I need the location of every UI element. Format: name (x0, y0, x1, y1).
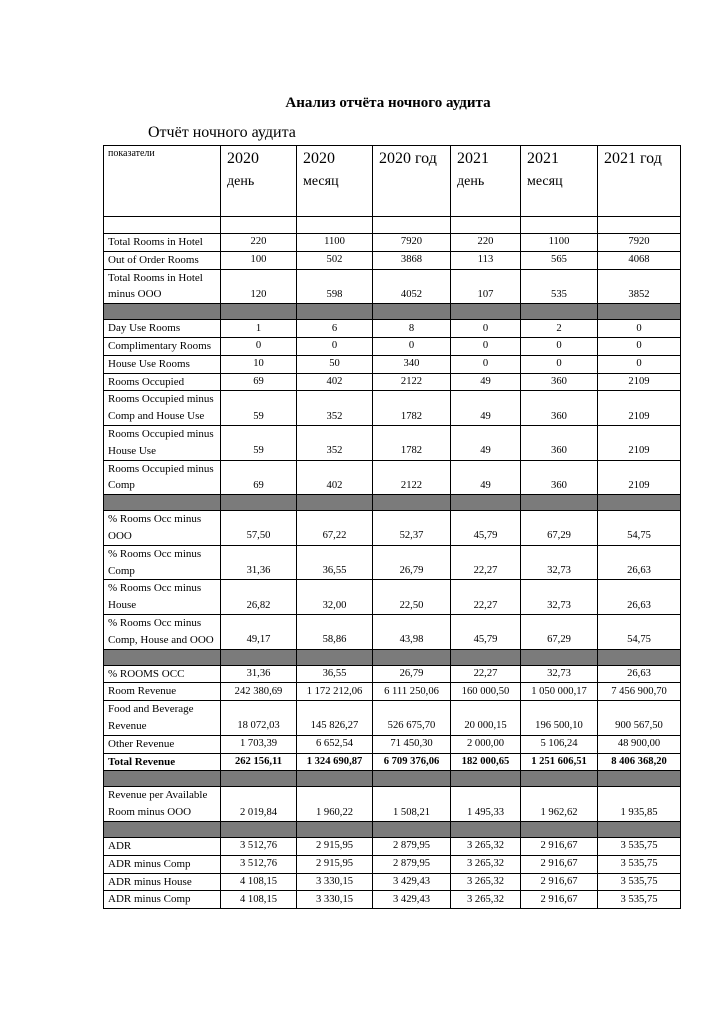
separator-row (104, 771, 681, 787)
value-cell: 0 (221, 337, 297, 355)
value-cell: 3 535,75 (598, 873, 681, 891)
table-row (104, 269, 681, 304)
row-label: Other Revenue (104, 735, 221, 753)
value-cell: 0 (451, 320, 521, 338)
value-cell: 113 (451, 251, 521, 269)
row-label: Out of Order Rooms (104, 251, 221, 269)
value-cell: 145 826,27 (297, 701, 373, 736)
table-row (104, 425, 681, 460)
value-cell: 1 962,62 (521, 787, 598, 822)
value-cell: 0 (598, 355, 681, 373)
table-row (104, 545, 681, 580)
value-cell: 69 (221, 373, 297, 391)
value-cell: 7920 (373, 234, 451, 252)
value-cell: 6 709 376,06 (373, 753, 451, 771)
value-cell: 220 (451, 234, 521, 252)
value-cell: 49,17 (221, 614, 297, 649)
value-cell: 36,55 (297, 545, 373, 580)
table-row (104, 837, 681, 855)
value-cell: 50 (297, 355, 373, 373)
table-row (104, 337, 681, 355)
value-cell: 2109 (598, 373, 681, 391)
value-cell: 3 535,75 (598, 855, 681, 873)
value-cell: 26,79 (373, 665, 451, 683)
separator-cell (521, 821, 598, 837)
table-row (104, 753, 681, 771)
value-cell: 352 (297, 391, 373, 426)
value-cell: 0 (598, 337, 681, 355)
row-label: Total Rooms in Hotel (104, 234, 221, 252)
value-cell: 69 (221, 460, 297, 495)
spacer-row (104, 217, 681, 234)
header-column (521, 146, 598, 217)
table-row (104, 234, 681, 252)
separator-cell (598, 771, 681, 787)
value-cell: 360 (521, 460, 598, 495)
table-row (104, 580, 681, 615)
header-column (221, 146, 297, 217)
value-cell: 49 (451, 373, 521, 391)
value-cell: 31,36 (221, 665, 297, 683)
value-cell: 0 (451, 337, 521, 355)
header-year: 2020 (227, 150, 259, 167)
value-cell: 36,55 (297, 665, 373, 683)
value-cell: 120 (221, 269, 297, 304)
table-row (104, 320, 681, 338)
value-cell: 67,29 (521, 614, 598, 649)
value-cell: 45,79 (451, 614, 521, 649)
table-row (104, 460, 681, 495)
spacer-cell (297, 217, 373, 234)
separator-cell (104, 304, 221, 320)
table-row (104, 665, 681, 683)
value-cell: 2 879,95 (373, 855, 451, 873)
header-period: месяц (527, 174, 563, 189)
value-cell: 6 652,54 (297, 735, 373, 753)
separator-cell (521, 495, 598, 511)
separator-cell (221, 821, 297, 837)
table-row (104, 355, 681, 373)
row-label: Complimentary Rooms (104, 337, 221, 355)
value-cell: 32,73 (521, 665, 598, 683)
value-cell: 3 429,43 (373, 891, 451, 909)
value-cell: 3 330,15 (297, 873, 373, 891)
separator-cell (373, 304, 451, 320)
value-cell: 360 (521, 425, 598, 460)
value-cell: 22,50 (373, 580, 451, 615)
header-column (598, 146, 681, 217)
value-cell: 1 960,22 (297, 787, 373, 822)
value-cell: 59 (221, 391, 297, 426)
spacer-cell (521, 217, 598, 234)
spacer-cell (104, 217, 221, 234)
value-cell: 1 050 000,17 (521, 683, 598, 701)
value-cell: 6 111 250,06 (373, 683, 451, 701)
separator-row (104, 304, 681, 320)
value-cell: 2109 (598, 425, 681, 460)
value-cell: 100 (221, 251, 297, 269)
value-cell: 4068 (598, 251, 681, 269)
value-cell: 43,98 (373, 614, 451, 649)
value-cell: 26,63 (598, 665, 681, 683)
row-label: Rooms Occupied minus Comp and House Use (104, 391, 221, 426)
table-row (104, 855, 681, 873)
value-cell: 360 (521, 391, 598, 426)
value-cell: 8 406 368,20 (598, 753, 681, 771)
value-cell: 67,29 (521, 511, 598, 546)
table-row (104, 891, 681, 909)
value-cell: 57,50 (221, 511, 297, 546)
row-label: ADR minus House (104, 873, 221, 891)
separator-cell (221, 649, 297, 665)
value-cell: 22,27 (451, 580, 521, 615)
row-label: % Rooms Occ minus OOO (104, 511, 221, 546)
value-cell: 26,79 (373, 545, 451, 580)
spacer-cell (598, 217, 681, 234)
value-cell: 1 172 212,06 (297, 683, 373, 701)
spacer-cell (451, 217, 521, 234)
value-cell: 3 265,32 (451, 891, 521, 909)
value-cell: 32,00 (297, 580, 373, 615)
value-cell: 3852 (598, 269, 681, 304)
header-year: 2020 (303, 150, 335, 167)
separator-cell (373, 495, 451, 511)
table-row (104, 735, 681, 753)
header-year: 2020 год (379, 150, 437, 167)
separator-cell (221, 495, 297, 511)
value-cell: 52,37 (373, 511, 451, 546)
separator-cell (521, 771, 598, 787)
value-cell: 49 (451, 425, 521, 460)
row-label: ADR minus Comp (104, 855, 221, 873)
row-label: ADR (104, 837, 221, 855)
value-cell: 402 (297, 373, 373, 391)
value-cell: 352 (297, 425, 373, 460)
header-indicators: показатели (104, 146, 221, 217)
table-row (104, 251, 681, 269)
value-cell: 2122 (373, 460, 451, 495)
value-cell: 49 (451, 391, 521, 426)
row-label: Total Rooms in Hotel minus OOO (104, 269, 221, 304)
row-label: Total Revenue (104, 753, 221, 771)
separator-cell (297, 495, 373, 511)
value-cell: 2 916,67 (521, 873, 598, 891)
row-label: ADR minus Comp (104, 891, 221, 909)
separator-cell (521, 649, 598, 665)
table-row (104, 683, 681, 701)
value-cell: 49 (451, 460, 521, 495)
table-row (104, 787, 681, 822)
separator-cell (373, 821, 451, 837)
value-cell: 3 265,32 (451, 855, 521, 873)
value-cell: 1 (221, 320, 297, 338)
value-cell: 3 535,75 (598, 891, 681, 909)
row-label: Food and Beverage Revenue (104, 701, 221, 736)
value-cell: 54,75 (598, 511, 681, 546)
spacer-cell (373, 217, 451, 234)
separator-cell (598, 304, 681, 320)
value-cell: 2 915,95 (297, 837, 373, 855)
row-label: Rooms Occupied minus House Use (104, 425, 221, 460)
separator-row (104, 821, 681, 837)
value-cell: 54,75 (598, 614, 681, 649)
value-cell: 526 675,70 (373, 701, 451, 736)
header-period: день (457, 174, 485, 189)
value-cell: 59 (221, 425, 297, 460)
value-cell: 2 (521, 320, 598, 338)
header-year: 2021 (527, 150, 559, 167)
value-cell: 242 380,69 (221, 683, 297, 701)
separator-cell (451, 304, 521, 320)
value-cell: 1 935,85 (598, 787, 681, 822)
value-cell: 2 879,95 (373, 837, 451, 855)
document-title: Анализ отчёта ночного аудита (285, 95, 491, 111)
header-year: 2021 год (604, 150, 662, 167)
value-cell: 402 (297, 460, 373, 495)
separator-cell (451, 821, 521, 837)
value-cell: 2 915,95 (297, 855, 373, 873)
value-cell: 58,86 (297, 614, 373, 649)
value-cell: 360 (521, 373, 598, 391)
separator-cell (373, 649, 451, 665)
value-cell: 0 (598, 320, 681, 338)
value-cell: 22,27 (451, 545, 521, 580)
value-cell: 2 916,67 (521, 891, 598, 909)
value-cell: 220 (221, 234, 297, 252)
header-column (373, 146, 451, 217)
separator-cell (598, 821, 681, 837)
separator-cell (297, 304, 373, 320)
value-cell: 4052 (373, 269, 451, 304)
value-cell: 26,63 (598, 545, 681, 580)
value-cell: 1 703,39 (221, 735, 297, 753)
separator-cell (104, 495, 221, 511)
row-label: Revenue per Available Room minus OOO (104, 787, 221, 822)
value-cell: 7 456 900,70 (598, 683, 681, 701)
value-cell: 0 (451, 355, 521, 373)
separator-cell (451, 771, 521, 787)
value-cell: 0 (297, 337, 373, 355)
value-cell: 1 495,33 (451, 787, 521, 822)
value-cell: 2122 (373, 373, 451, 391)
value-cell: 1782 (373, 391, 451, 426)
header-period: день (227, 174, 255, 189)
value-cell: 1100 (521, 234, 598, 252)
value-cell: 340 (373, 355, 451, 373)
header-row (104, 146, 681, 217)
value-cell: 26,63 (598, 580, 681, 615)
value-cell: 0 (373, 337, 451, 355)
header-column (297, 146, 373, 217)
separator-row (104, 495, 681, 511)
table-body (104, 217, 681, 909)
value-cell: 10 (221, 355, 297, 373)
value-cell: 4 108,15 (221, 873, 297, 891)
separator-cell (598, 649, 681, 665)
value-cell: 3 512,76 (221, 855, 297, 873)
value-cell: 48 900,00 (598, 735, 681, 753)
separator-cell (373, 771, 451, 787)
value-cell: 32,73 (521, 580, 598, 615)
row-label: Rooms Occupied minus Comp (104, 460, 221, 495)
value-cell: 3 429,43 (373, 873, 451, 891)
separator-cell (104, 649, 221, 665)
header-period: месяц (303, 174, 339, 189)
value-cell: 5 106,24 (521, 735, 598, 753)
value-cell: 107 (451, 269, 521, 304)
row-label: Rooms Occupied (104, 373, 221, 391)
value-cell: 2109 (598, 460, 681, 495)
value-cell: 20 000,15 (451, 701, 521, 736)
separator-cell (221, 304, 297, 320)
value-cell: 598 (297, 269, 373, 304)
table-row (104, 614, 681, 649)
separator-cell (521, 304, 598, 320)
separator-cell (297, 821, 373, 837)
value-cell: 3 512,76 (221, 837, 297, 855)
separator-cell (221, 771, 297, 787)
value-cell: 4 108,15 (221, 891, 297, 909)
row-label: House Use Rooms (104, 355, 221, 373)
value-cell: 1 251 606,51 (521, 753, 598, 771)
header-column (451, 146, 521, 217)
value-cell: 31,36 (221, 545, 297, 580)
value-cell: 6 (297, 320, 373, 338)
value-cell: 900 567,50 (598, 701, 681, 736)
value-cell: 3 535,75 (598, 837, 681, 855)
value-cell: 565 (521, 251, 598, 269)
value-cell: 2109 (598, 391, 681, 426)
value-cell: 3 265,32 (451, 873, 521, 891)
row-label: % Rooms Occ minus House (104, 580, 221, 615)
table-row (104, 511, 681, 546)
row-label: % Rooms Occ minus Comp (104, 545, 221, 580)
value-cell: 22,27 (451, 665, 521, 683)
value-cell: 196 500,10 (521, 701, 598, 736)
spacer-cell (221, 217, 297, 234)
table-row (104, 701, 681, 736)
value-cell: 26,82 (221, 580, 297, 615)
value-cell: 0 (521, 337, 598, 355)
value-cell: 1100 (297, 234, 373, 252)
value-cell: 3 265,32 (451, 837, 521, 855)
separator-cell (451, 495, 521, 511)
table-row (104, 873, 681, 891)
value-cell: 262 156,11 (221, 753, 297, 771)
report-subtitle: Отчёт ночного аудита (148, 124, 296, 141)
value-cell: 1782 (373, 425, 451, 460)
value-cell: 45,79 (451, 511, 521, 546)
separator-cell (451, 649, 521, 665)
row-label: % Rooms Occ minus Comp, House and OOO (104, 614, 221, 649)
value-cell: 7920 (598, 234, 681, 252)
separator-cell (104, 771, 221, 787)
value-cell: 2 916,67 (521, 855, 598, 873)
separator-cell (297, 771, 373, 787)
value-cell: 160 000,50 (451, 683, 521, 701)
value-cell: 0 (521, 355, 598, 373)
value-cell: 1 324 690,87 (297, 753, 373, 771)
value-cell: 2 019,84 (221, 787, 297, 822)
table-row (104, 391, 681, 426)
separator-cell (598, 495, 681, 511)
value-cell: 32,73 (521, 545, 598, 580)
row-label: Room Revenue (104, 683, 221, 701)
value-cell: 2 916,67 (521, 837, 598, 855)
separator-cell (297, 649, 373, 665)
value-cell: 8 (373, 320, 451, 338)
header-year: 2021 (457, 150, 489, 167)
value-cell: 67,22 (297, 511, 373, 546)
value-cell: 502 (297, 251, 373, 269)
separator-cell (104, 821, 221, 837)
table-row (104, 373, 681, 391)
row-label: % ROOMS OCC (104, 665, 221, 683)
value-cell: 535 (521, 269, 598, 304)
value-cell: 182 000,65 (451, 753, 521, 771)
separator-row (104, 649, 681, 665)
value-cell: 3868 (373, 251, 451, 269)
night-audit-table (103, 145, 681, 909)
value-cell: 18 072,03 (221, 701, 297, 736)
value-cell: 1 508,21 (373, 787, 451, 822)
value-cell: 71 450,30 (373, 735, 451, 753)
value-cell: 3 330,15 (297, 891, 373, 909)
row-label: Day Use Rooms (104, 320, 221, 338)
value-cell: 2 000,00 (451, 735, 521, 753)
